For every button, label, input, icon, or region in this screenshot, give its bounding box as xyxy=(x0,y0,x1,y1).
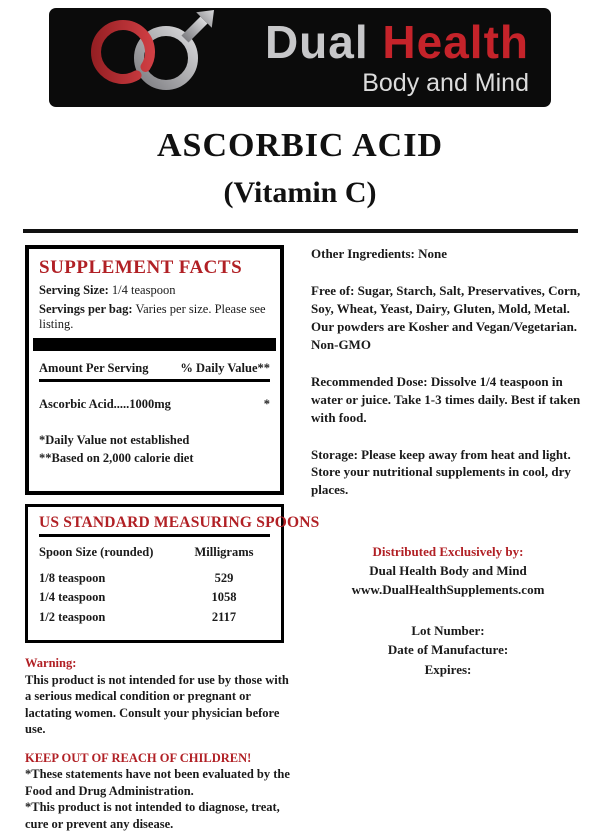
servings-per-bag-row xyxy=(39,302,270,332)
left-column xyxy=(25,245,320,832)
serving-size-label: Serving Size: xyxy=(39,283,109,297)
measuring-spoons-heading: US STANDARD MEASURING SPOONS xyxy=(39,514,320,531)
spoon-row xyxy=(39,608,270,627)
label-body xyxy=(0,245,600,832)
lot-info-block xyxy=(311,621,585,680)
warning-heading: Warning: xyxy=(25,656,77,671)
spoons-header-row xyxy=(39,545,270,560)
brand-logo-banner xyxy=(49,8,551,107)
footnote-daily-value: *Daily Value not established xyxy=(39,433,190,447)
company-name: Dual Health Body and Mind xyxy=(369,563,527,579)
expires-label: Expires: xyxy=(424,661,472,677)
other-ingredients: Other Ingredients: None xyxy=(311,246,448,261)
title-block xyxy=(0,127,600,210)
nutrient-daily-value: * xyxy=(263,397,270,411)
divider-rule xyxy=(23,229,578,233)
nutrient-row xyxy=(39,397,270,412)
brand-name-dual: Dual xyxy=(264,16,383,68)
brand-name-health: Health xyxy=(382,16,529,68)
milligrams-cell: 1058 xyxy=(211,590,237,605)
separator-bar xyxy=(33,338,276,351)
distribution-heading: Distributed Exclusively by: xyxy=(372,544,524,560)
brand-name xyxy=(231,16,529,68)
free-of-statement: Free of: Sugar, Starch, Salt, Preservatives, Corn, Soy, Wheat, Yeast, Dairy, Gluten, Mold, Metal. Our powders are Kosher and Vegan/Vegetarian. Non-GMO xyxy=(311,282,581,352)
website-url: www.DualHealthSupplements.com xyxy=(351,582,545,597)
supplement-facts-panel xyxy=(25,245,284,495)
spoon-size-cell: 1/2 teaspoon xyxy=(39,609,106,624)
milligrams-cell: 529 xyxy=(214,571,234,585)
right-column xyxy=(297,245,585,832)
lot-number-label: Lot Number: xyxy=(411,622,485,638)
product-title: ASCORBIC ACID xyxy=(157,127,443,164)
fda-disclaimer: *These statements have not been evaluated by the Food and Drug Administration. xyxy=(25,767,290,798)
brand-text xyxy=(231,16,551,97)
disease-disclaimer: *This product is not intended to diagnose, treat, cure or prevent any disease. xyxy=(25,800,280,831)
recommended-dose: Recommended Dose: Dissolve 1/4 teaspoon in water or juice. Take 1-3 times daily. Best if taken with food. xyxy=(311,373,581,425)
serving-size-value: 1/4 teaspoon xyxy=(111,283,176,297)
heading-underline xyxy=(39,534,270,537)
spoon-size-column-header: Spoon Size (rounded) xyxy=(39,545,154,559)
measuring-spoons-panel xyxy=(25,504,320,643)
footnote-calorie-diet: **Based on 2,000 calorie diet xyxy=(39,450,194,465)
storage-info: Storage: Please keep away from heat and light. Store your nutritional supplements in cool, dry places. xyxy=(311,446,571,498)
supplement-facts-heading: SUPPLEMENT FACTS xyxy=(39,257,243,278)
facts-footnotes xyxy=(39,432,270,467)
distribution-block xyxy=(311,543,585,600)
spoons-table-rows xyxy=(39,569,270,627)
servings-per-bag-value: Varies per size. Please see listing. xyxy=(39,302,266,331)
header-banner-wrap xyxy=(0,0,600,107)
amount-per-serving-header: Amount Per Serving xyxy=(39,361,149,375)
spoon-size-cell: 1/8 teaspoon xyxy=(39,571,106,585)
nutrient-name-amount: Ascorbic Acid.....1000mg xyxy=(39,397,171,411)
separator-line xyxy=(39,379,270,382)
spoon-row xyxy=(39,588,270,607)
milligrams-cell: 2117 xyxy=(211,609,237,624)
gender-symbols-icon xyxy=(63,8,231,107)
milligrams-column-header: Milligrams xyxy=(194,545,254,559)
children-warning: KEEP OUT OF REACH OF CHILDREN! xyxy=(25,750,252,765)
serving-size-row xyxy=(39,283,270,298)
warning-section xyxy=(25,655,297,832)
warning-body: This product is not intended for use by those with a serious medical condition or pregnant or lactating women. Consult your physician before use. xyxy=(25,672,289,737)
product-subtitle: (Vitamin C) xyxy=(223,176,377,209)
daily-value-header: % Daily Value** xyxy=(180,361,270,375)
servings-per-bag-label: Servings per bag: xyxy=(39,302,133,316)
spoon-row xyxy=(39,569,270,588)
manufacture-date-label: Date of Manufacture: xyxy=(387,642,509,658)
facts-header-row xyxy=(39,361,270,376)
brand-tagline: Body and Mind xyxy=(362,69,529,97)
spoon-size-cell: 1/4 teaspoon xyxy=(39,590,106,605)
